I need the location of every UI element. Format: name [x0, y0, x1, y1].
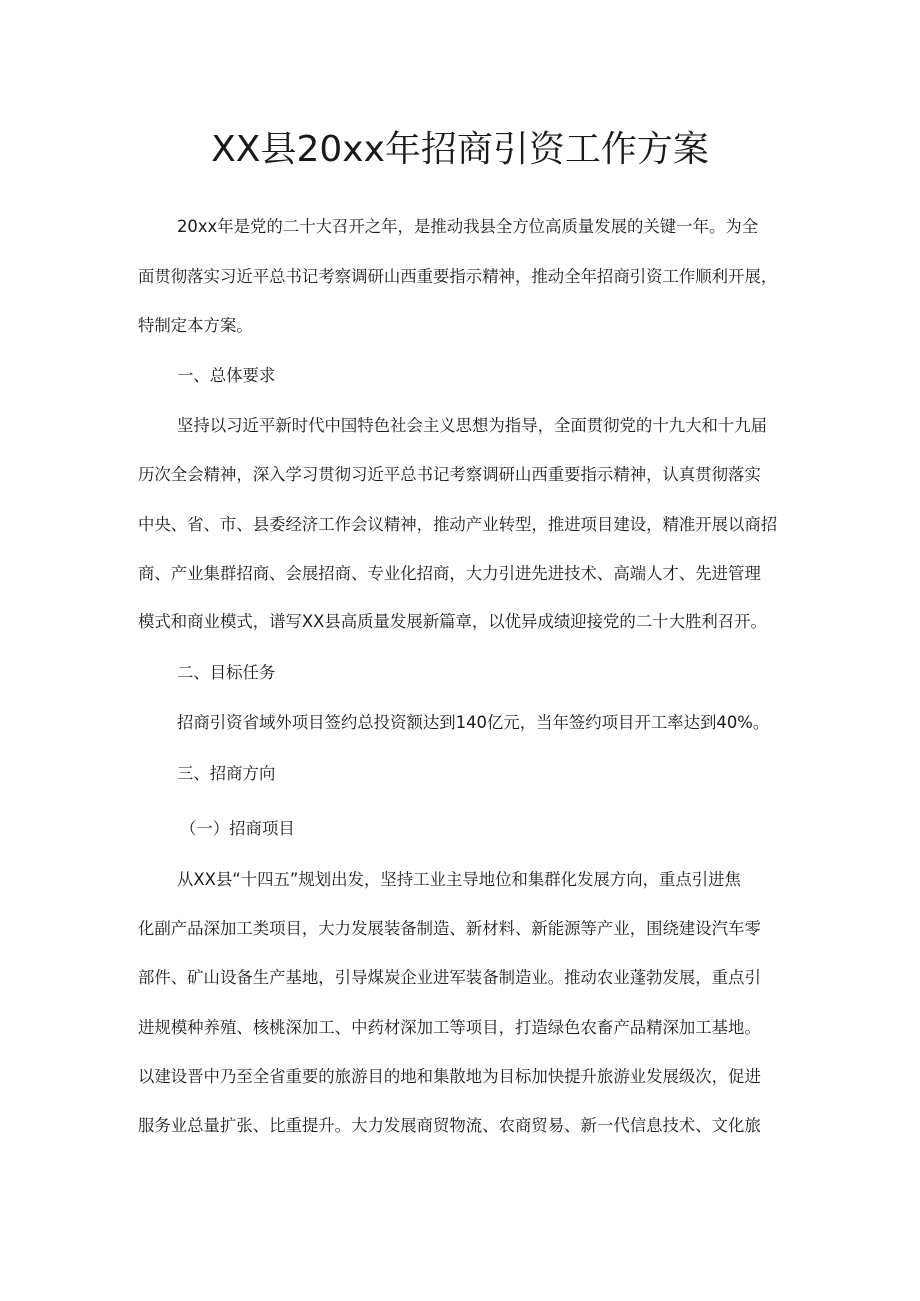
intro-line-3: 特制定本方案。	[138, 316, 253, 335]
section2-body: 招商引资省域外项目签约总投资额达到140亿元，当年签约项目开工率达到40%。	[177, 713, 770, 732]
section3-heading: 三、招商方向	[177, 764, 276, 783]
section1-line-5: 模式和商业模式，谱写XX县高质量发展新篇章，以优异成绩迎接党的二十大胜利召开。	[138, 612, 767, 631]
section1-line-3: 中央、省、市、县委经济工作会议精神，推动产业转型，推进项目建设，精准开展以商招	[138, 515, 778, 534]
document-title: XX县20xx年招商引资工作方案	[211, 129, 709, 170]
section1-heading: 一、总体要求	[177, 366, 276, 385]
section1-line-2: 历次全会精神，深入学习贯彻习近平总书记考察调研山西重要指示精神，认真贯彻落实	[138, 465, 761, 484]
subsection1-line-4: 进规模种养殖、核桃深加工、中药材深加工等项目，打造绿色农畜产品精深加工基地。	[138, 1018, 761, 1037]
section1-line-1: 坚持以习近平新时代中国特色社会主义思想为指导，全面贯彻党的十九大和十九届	[177, 416, 768, 435]
section2-heading: 二、目标任务	[177, 663, 276, 682]
subsection1-line-3: 部件、矿山设备生产基地，引导煤炭企业进军装备制造业。推动农业蓬勃发展，重点引	[138, 968, 761, 987]
subsection1-line-6: 服务业总量扩张、比重提升。大力发展商贸物流、农商贸易、新一代信息技术、文化旅	[138, 1116, 761, 1135]
subsection1-line-2: 化副产品深加工类项目，大力发展装备制造、新材料、新能源等产业，围绕建设汽车零	[138, 919, 761, 938]
section1-line-4: 商、产业集群招商、会展招商、专业化招商，大力引进先进技术、高端人才、先进管理	[138, 564, 761, 583]
intro-line-2: 面贯彻落实习近平总书记考察调研山西重要指示精神，推动全年招商引资工作顺利开展，	[138, 267, 778, 286]
subsection1-heading: （一）招商项目	[180, 819, 295, 838]
intro-line-1: 20xx年是党的二十大召开之年，是推动我县全方位高质量发展的关键一年。为全	[177, 217, 759, 236]
subsection1-line-1: 从XX县“十四五”规划出发，坚持工业主导地位和集群化发展方向，重点引进焦	[177, 870, 741, 889]
subsection1-line-5: 以建设晋中乃至全省重要的旅游目的地和集散地为目标加快提升旅游业发展级次，促进	[138, 1067, 761, 1086]
